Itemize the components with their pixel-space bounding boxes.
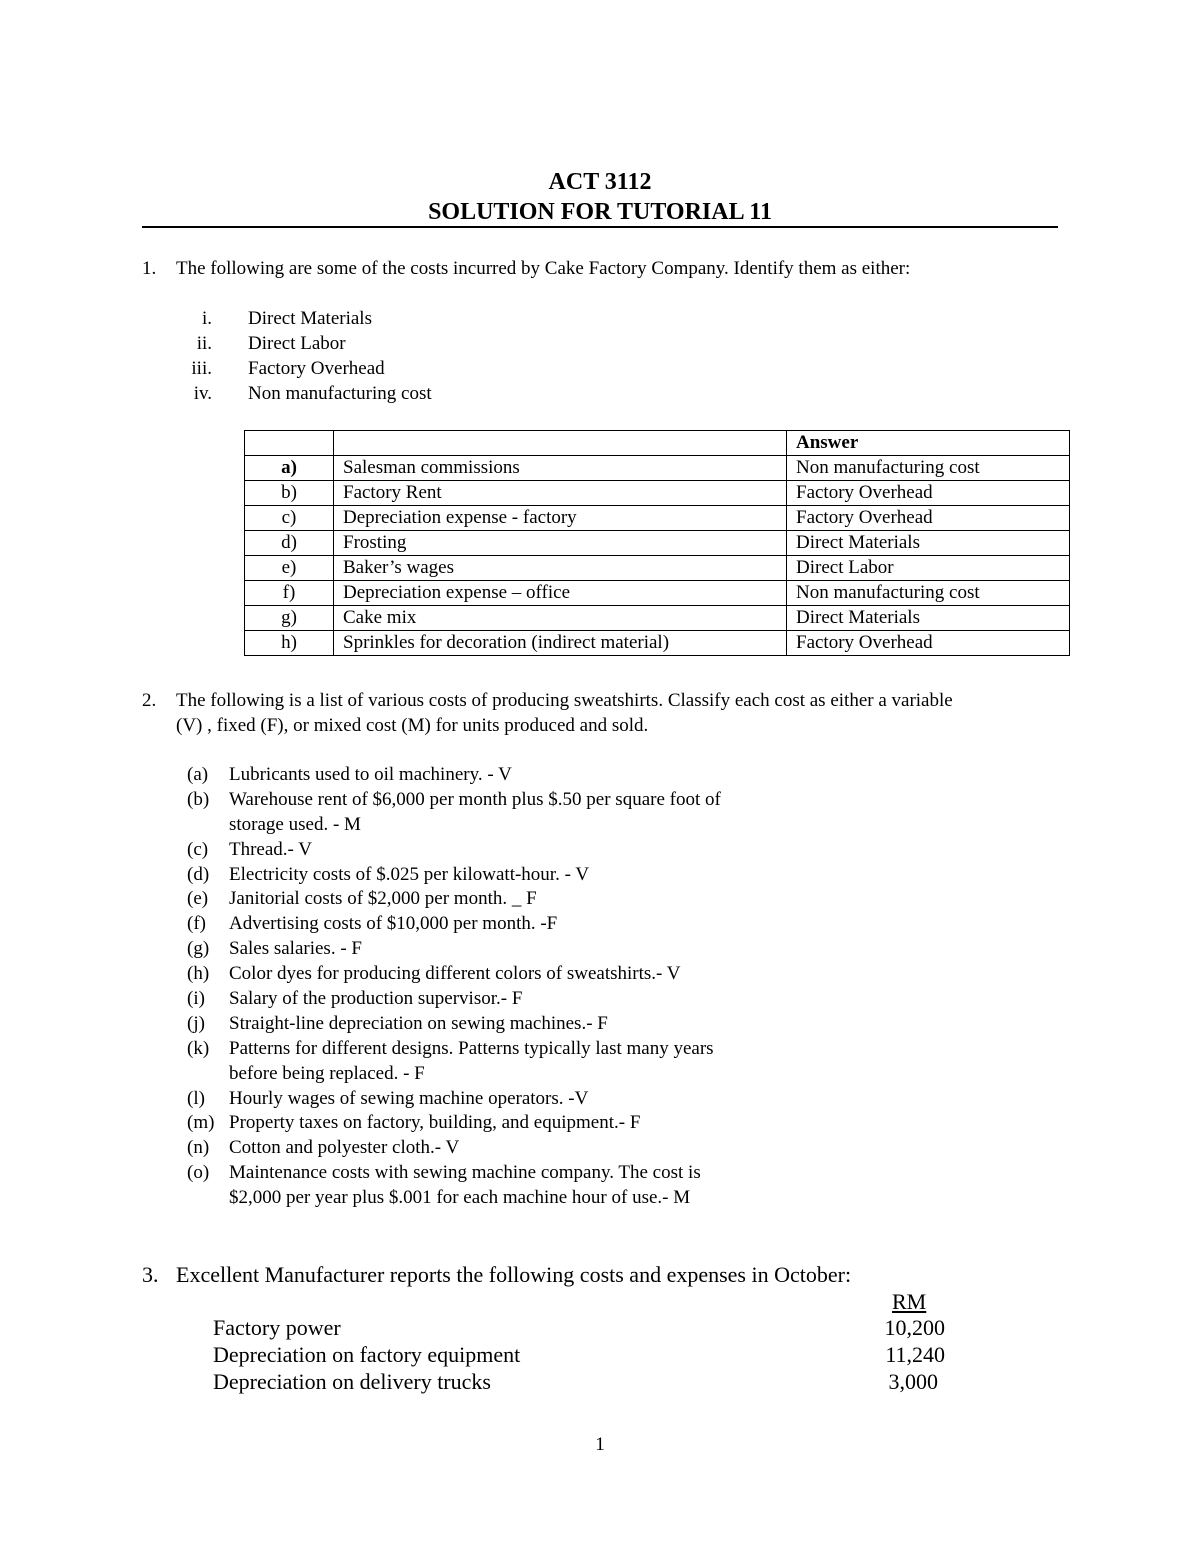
option-text: Direct Labor	[248, 333, 346, 354]
item-label: (o)	[187, 1162, 210, 1184]
option-text: Non manufacturing cost	[248, 383, 432, 404]
q1-prompt: The following are some of the costs incurred by Cake Factory Company. Identify them as either:	[176, 258, 911, 279]
row-answer: Direct Materials	[787, 606, 1070, 631]
row-item: Salesman commissions	[334, 456, 787, 481]
item-text: Thread.- V	[229, 838, 313, 860]
page-number: 1	[595, 1434, 605, 1455]
table-row	[245, 631, 1070, 656]
item-label: (m)	[187, 1112, 215, 1134]
q2-number: 2.	[142, 690, 157, 711]
row-item: Factory Rent	[334, 481, 787, 506]
cost-amount: 10,200	[884, 1315, 945, 1340]
item-label: (n)	[187, 1137, 210, 1159]
row-label: b)	[245, 481, 334, 506]
row-item: Depreciation expense - factory	[334, 506, 787, 531]
table-row	[245, 506, 1070, 531]
row-answer: Direct Labor	[787, 556, 1070, 581]
item-text: Lubricants used to oil machinery. - V	[229, 764, 512, 785]
item-label: (i)	[187, 988, 205, 1010]
row-answer: Non manufacturing cost	[787, 581, 1070, 606]
header-cell-answer: Answer	[787, 431, 1070, 456]
item-label: (k)	[187, 1037, 210, 1059]
header-cell-item	[334, 431, 787, 456]
row-item: Baker’s wages	[334, 556, 787, 581]
q1-answer-table	[244, 430, 1070, 656]
title-divider	[142, 226, 1058, 228]
item-text: Janitorial costs of $2,000 per month. _ F	[229, 888, 537, 910]
cost-amount: 3,000	[888, 1369, 938, 1394]
table-row	[245, 606, 1070, 631]
item-text: Maintenance costs with sewing machine company. The cost is	[229, 1162, 701, 1184]
header-cell-label	[245, 431, 334, 456]
table-row	[245, 481, 1070, 506]
row-answer: Factory Overhead	[787, 481, 1070, 506]
item-text: Hourly wages of sewing machine operators. -V	[229, 1087, 589, 1109]
option-text: Factory Overhead	[248, 358, 385, 379]
row-label: h)	[245, 631, 334, 656]
item-text: $2,000 per year plus $.001 for each machine hour of use.- M	[229, 1187, 691, 1209]
row-answer: Non manufacturing cost	[787, 456, 1070, 481]
item-text: Warehouse rent of $6,000 per month plus $.50 per square foot of	[229, 788, 721, 810]
cost-amount: 11,240	[885, 1342, 945, 1367]
item-text: Electricity costs of $.025 per kilowatt-hour. - V	[229, 863, 590, 885]
table-row	[245, 456, 1070, 481]
item-text: Sales salaries. - F	[229, 938, 362, 960]
item-label: (d)	[187, 863, 210, 885]
item-text: Advertising costs of $10,000 per month. -F	[229, 913, 558, 935]
option-text: Direct Materials	[248, 308, 372, 329]
row-label: e)	[245, 556, 334, 581]
item-text: Property taxes on factory, building, and equipment.- F	[229, 1112, 641, 1134]
item-text: Color dyes for producing different colors of sweatshirts.- V	[229, 963, 681, 985]
option-number: ii.	[196, 333, 212, 354]
table-row	[245, 556, 1070, 581]
row-item: Sprinkles for decoration (indirect material)	[334, 631, 787, 656]
document-title: SOLUTION FOR TUTORIAL 11	[428, 199, 772, 225]
table-header-row	[245, 431, 1070, 456]
row-label: d)	[245, 531, 334, 556]
item-label: (l)	[187, 1087, 205, 1109]
row-item: Depreciation expense – office	[334, 581, 787, 606]
row-answer: Factory Overhead	[787, 631, 1070, 656]
option-number: iv.	[193, 383, 212, 404]
q2-prompt-line2: (V) , fixed (F), or mixed cost (M) for units produced and sold.	[176, 715, 649, 736]
q2-prompt-line1: The following is a list of various costs of producing sweatshirts. Classify each cost as either a variable	[176, 690, 953, 711]
item-label: (b)	[187, 788, 210, 810]
item-label: (a)	[187, 764, 209, 785]
row-label: f)	[245, 581, 334, 606]
cost-item: Depreciation on delivery trucks	[213, 1369, 491, 1394]
item-text: Straight-line depreciation on sewing machines.- F	[229, 1012, 608, 1034]
currency-header: RM	[892, 1289, 927, 1314]
option-number: iii.	[191, 358, 212, 379]
option-number: i.	[201, 308, 212, 329]
item-label: (f)	[187, 913, 206, 935]
item-text: Cotton and polyester cloth.- V	[229, 1137, 460, 1159]
item-text: before being replaced. - F	[229, 1062, 425, 1084]
q3-prompt: Excellent Manufacturer reports the following costs and expenses in October:	[176, 1262, 852, 1287]
item-label: (c)	[187, 838, 209, 860]
item-text: Patterns for different designs. Patterns typically last many years	[229, 1037, 714, 1059]
row-answer: Direct Materials	[787, 531, 1070, 556]
item-label: (e)	[187, 888, 209, 910]
table-row	[245, 581, 1070, 606]
item-label: (g)	[187, 938, 210, 960]
item-text: Salary of the production supervisor.- F	[229, 988, 523, 1010]
item-text: storage used. - M	[229, 813, 361, 835]
cost-item: Depreciation on factory equipment	[213, 1342, 521, 1367]
item-label: (j)	[187, 1012, 205, 1034]
course-code: ACT 3112	[548, 169, 652, 195]
cost-item: Factory power	[213, 1315, 341, 1340]
row-item: Cake mix	[334, 606, 787, 631]
q1-number: 1.	[142, 258, 157, 279]
row-label: c)	[245, 506, 334, 531]
row-label: g)	[245, 606, 334, 631]
q3-number: 3.	[142, 1262, 159, 1287]
row-answer: Factory Overhead	[787, 506, 1070, 531]
row-label: a)	[245, 456, 334, 481]
row-item: Frosting	[334, 531, 787, 556]
item-label: (h)	[187, 963, 210, 985]
table-row	[245, 531, 1070, 556]
